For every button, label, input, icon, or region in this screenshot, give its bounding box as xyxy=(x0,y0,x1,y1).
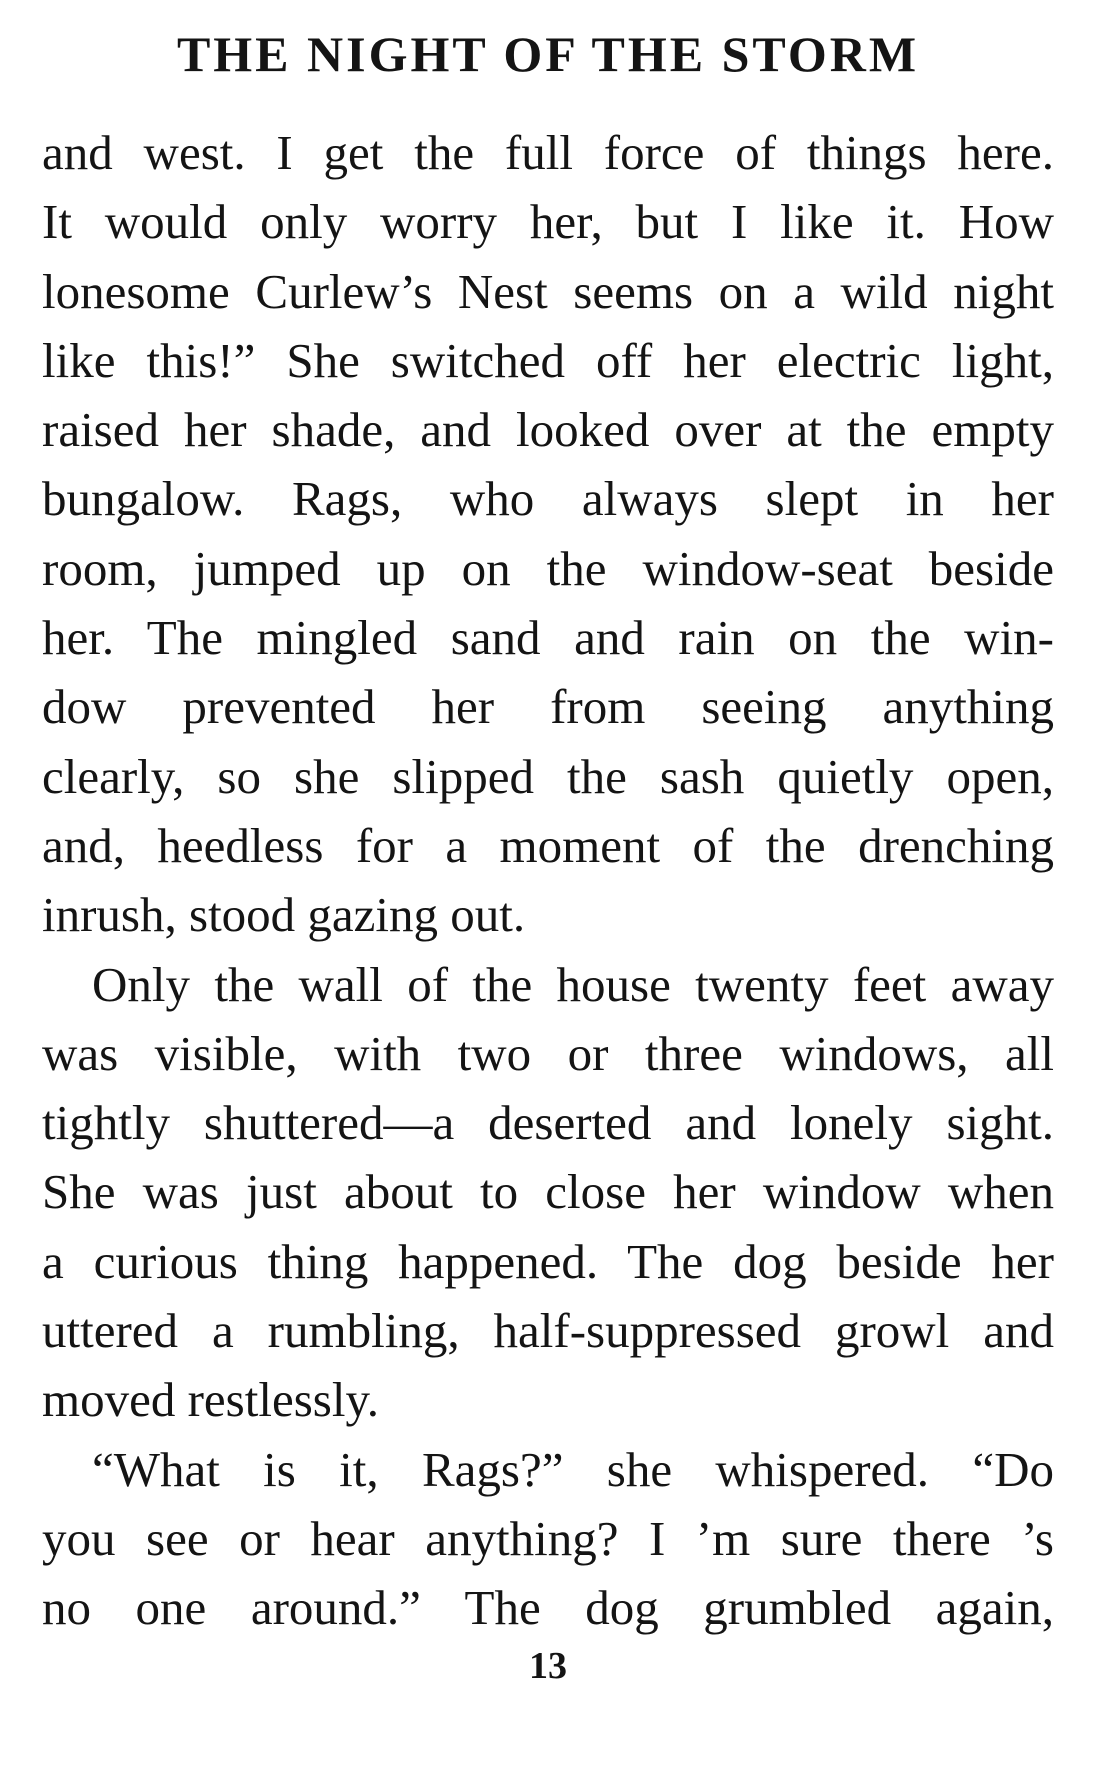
text-line: and west. I get the full force of things here. xyxy=(42,125,1054,180)
text-line: moved restlessly. xyxy=(42,1372,380,1428)
text-line: “What is it, Rags?” she whispered. “Do xyxy=(92,1441,1054,1497)
text-line: clearly, so she slipped the sash quietly open, xyxy=(42,748,1054,804)
text-line: room, jumped up on the window-seat beside xyxy=(42,540,1054,596)
text-line: tightly shuttered—a deserted and lonely sight. xyxy=(42,1095,1054,1151)
body-text xyxy=(42,118,1054,1643)
text-line: bungalow. Rags, who always slept in her xyxy=(42,471,1054,527)
text-line: you see or hear anything? I ’m sure there ’s xyxy=(42,1510,1054,1566)
text-line: was visible, with two or three windows, all xyxy=(42,1025,1054,1081)
text-line: Only the wall of the house twenty feet away xyxy=(92,956,1054,1012)
running-head: THE NIGHT OF THE STORM xyxy=(176,26,920,82)
text-line: dow prevented her from seeing anything xyxy=(42,679,1054,735)
text-line: like this!” She switched off her electric light, xyxy=(42,332,1054,388)
text-line: lonesome Curlew’s Nest seems on a wild night xyxy=(42,263,1054,319)
text-line: no one around.” The dog grumbled again, xyxy=(42,1580,1054,1636)
text-line: her. The mingled sand and rain on the win- xyxy=(42,610,1054,666)
text-line: It would only worry her, but I like it. How xyxy=(42,194,1054,250)
text-line: She was just about to close her window when xyxy=(42,1164,1054,1220)
text-line: uttered a rumbling, half-suppressed growl and xyxy=(42,1303,1054,1359)
page-number: 13 xyxy=(529,1645,567,1687)
text-line: inrush, stood gazing out. xyxy=(42,887,526,943)
text-line: a curious thing happened. The dog beside her xyxy=(42,1233,1054,1289)
text-line: raised her shade, and looked over at the empty xyxy=(42,402,1054,458)
text-line: and, heedless for a moment of the drenching xyxy=(42,817,1054,873)
